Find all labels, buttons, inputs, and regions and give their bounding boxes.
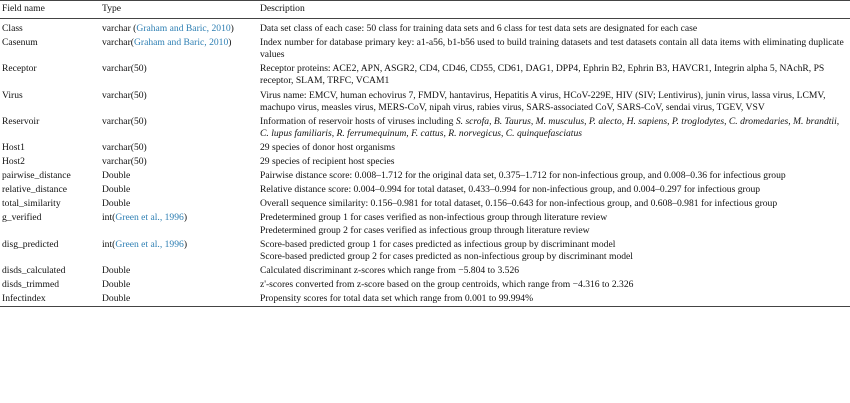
type-paren-open: (: [112, 238, 116, 250]
field-name-cell: pairwise_distance: [2, 170, 71, 182]
table-body: [0, 19, 850, 307]
type-cell: [100, 210, 258, 236]
type-text: varchar: [102, 23, 131, 35]
type-text: varchar(50): [102, 156, 147, 168]
type-cell: [100, 35, 258, 61]
description-cell: [258, 237, 850, 263]
field-name-cell: total_similarity: [2, 198, 61, 210]
type-cell: [100, 19, 258, 36]
description-cell: [258, 196, 850, 210]
description-cell: [258, 182, 850, 196]
field-name-cell: disds_calculated: [2, 264, 66, 276]
type-paren-open: (: [112, 212, 116, 224]
field-name-cell: Casenum: [2, 37, 38, 49]
type-text: Double: [102, 292, 131, 304]
type-cell: [100, 182, 258, 196]
description-cell: [258, 88, 850, 114]
field-name-cell: Host1: [2, 141, 25, 153]
type-cell: [100, 196, 258, 210]
description-cell: [258, 154, 850, 168]
citation-link[interactable]: Graham and Baric, 2010: [133, 37, 229, 49]
description-cell: [258, 140, 850, 154]
table-row: [0, 196, 850, 210]
description-cell: [258, 263, 850, 277]
type-text: varchar(50): [102, 89, 147, 101]
type-cell: [100, 140, 258, 154]
table-row: [0, 88, 850, 114]
table-row: [0, 182, 850, 196]
description-text: 29 species of recipient host species: [260, 156, 395, 168]
description-cell: [258, 35, 850, 61]
field-name-cell: disg_predicted: [2, 238, 59, 250]
description-text: Virus name: EMCV, human echovirus 7, FMDV, hantavirus, Hepatitis A virus, HCoV-229E, HIV (SIV; Lentivirus), junin virus, lassa virus, LCMV, machupo virus, measles virus, MERS-CoV, nipah virus, rabies virus, SARS-associated CoV, SARS-CoV, sendai virus, TGEV, VSV: [260, 89, 826, 113]
table-row: [0, 35, 850, 61]
description-text: Relative distance score: 0.004–0.994 for total dataset, 0.433–0.994 for non-infectious group, and 0.004–0.297 for infectious group: [260, 184, 761, 196]
description-text: Receptor proteins: ACE2, APN, ASGR2, CD4, CD46, CD55, CD61, DAG1, DPP4, Ephrin B2, Ephrin B3, HAVCR1, Integrin alpha 5, NAchR, PS receptor, SLAM, TRFC, VCAM1: [260, 63, 825, 87]
table-row: [0, 237, 850, 263]
type-text: Double: [102, 278, 131, 290]
type-text: varchar(50): [102, 63, 147, 75]
description-text-secondary: Score-based predicted group 2 for cases predicted as non-infectious group by discriminant model: [260, 250, 633, 262]
description-cell: [258, 61, 850, 87]
description-text: 29 species of donor host organisms: [260, 141, 395, 153]
description-text: Pairwise distance score: 0.008–1.712 for the original data set, 0.375–1.712 for non-infectious group, and 0.008–0.36 for infectious group: [260, 170, 786, 182]
type-paren-close: ): [183, 212, 188, 224]
table-row: [0, 154, 850, 168]
field-name-cell: relative_distance: [2, 184, 67, 196]
type-cell: [100, 291, 258, 307]
field-name-cell: Infectindex: [0, 291, 100, 307]
table-row: [0, 263, 850, 277]
species-list: S. scrofa, B. Taurus, M. musculus, P. alecto, H. sapiens, P. troglodytes, C. dromedaries, M. brandtii, C. lupus familiaris, R. ferrumequinum, F. cattus, R. norvegicus, C. quinquefasciatus: [260, 115, 840, 139]
description-text: z'-scores converted from z-score based on the group centroids, which range from −4.316 to 2.326: [260, 278, 634, 290]
table-row: [0, 114, 850, 140]
type-cell: [100, 61, 258, 87]
type-cell: [100, 277, 258, 291]
description-text: Predetermined group 1 for cases verified as non-infectious group through literature review: [260, 212, 608, 224]
type-text: Double: [102, 198, 131, 210]
table-row: [0, 61, 850, 87]
type-cell: [100, 114, 258, 140]
description-cell: [258, 19, 850, 36]
description-cell: [258, 168, 850, 182]
header-description: Description: [258, 1, 850, 19]
type-text: Double: [102, 184, 131, 196]
description-text: Overall sequence similarity: 0.156–0.981 for total dataset, 0.156–0.643 for non-infectious group, and 0.608–0.981 for infectious group: [260, 198, 778, 210]
citation-link[interactable]: Graham and Baric, 2010: [136, 23, 231, 35]
type-cell: [100, 168, 258, 182]
header-type: Type: [100, 1, 258, 19]
type-text: Double: [102, 170, 131, 182]
field-name-cell: Class: [2, 23, 23, 35]
citation-link[interactable]: Green et al., 1996: [115, 212, 184, 224]
type-text: int: [102, 212, 113, 224]
description-text: Score-based predicted group 1 for cases predicted as infectious group by discriminant model: [260, 238, 616, 250]
type-text: varchar(50): [102, 115, 147, 127]
type-paren-close: ): [228, 37, 232, 49]
type-paren-close: ): [230, 23, 234, 35]
description-text: Information of reservoir hosts of viruses including: [260, 115, 456, 127]
description-text: Calculated discriminant z-scores which range from −5.804 to 3.526: [260, 264, 520, 276]
description-text: Propensity scores for total data set which range from 0.001 to 99.994%: [260, 292, 534, 304]
type-paren-open: (: [130, 23, 137, 35]
field-name-cell: Reservoir: [2, 115, 40, 127]
table-row: [0, 277, 850, 291]
header-field-name: Field name: [0, 1, 100, 19]
type-cell: [100, 154, 258, 168]
table-row: [0, 19, 850, 36]
field-name-cell: g_verified: [2, 212, 42, 224]
description-text: Index number for database primary key: a1-a56, b1-b56 used to build training datasets and test datasets contain all data items with eliminating duplicate values: [260, 37, 844, 61]
field-name-cell: disds_trimmed: [2, 278, 60, 290]
type-cell: [100, 88, 258, 114]
table-row: [0, 168, 850, 182]
type-text: varchar(50): [102, 141, 147, 153]
table-row: [0, 291, 850, 307]
field-name-cell: Host2: [2, 156, 25, 168]
field-name-cell: Virus: [2, 89, 23, 101]
description-cell: [258, 291, 850, 307]
type-paren-close: ): [183, 238, 188, 250]
description-text: Data set class of each case: 50 class for training data sets and 6 class for test data sets are designated for each case: [260, 23, 698, 35]
description-cell: [258, 210, 850, 236]
type-cell: [100, 237, 258, 263]
table-header-row: [0, 1, 850, 19]
type-text: int: [102, 238, 113, 250]
description-cell: [258, 114, 850, 140]
type-text: Double: [102, 264, 131, 276]
type-paren-open: (: [130, 37, 134, 49]
type-text: varchar: [102, 37, 131, 49]
field-name-cell: Receptor: [2, 63, 37, 75]
description-cell: [258, 277, 850, 291]
description-text-secondary: Predetermined group 2 for cases verified as infectious group through literature review: [260, 224, 590, 236]
table-row: [0, 210, 850, 236]
type-cell: [100, 263, 258, 277]
table-row: [0, 140, 850, 154]
citation-link[interactable]: Green et al., 1996: [115, 238, 184, 250]
